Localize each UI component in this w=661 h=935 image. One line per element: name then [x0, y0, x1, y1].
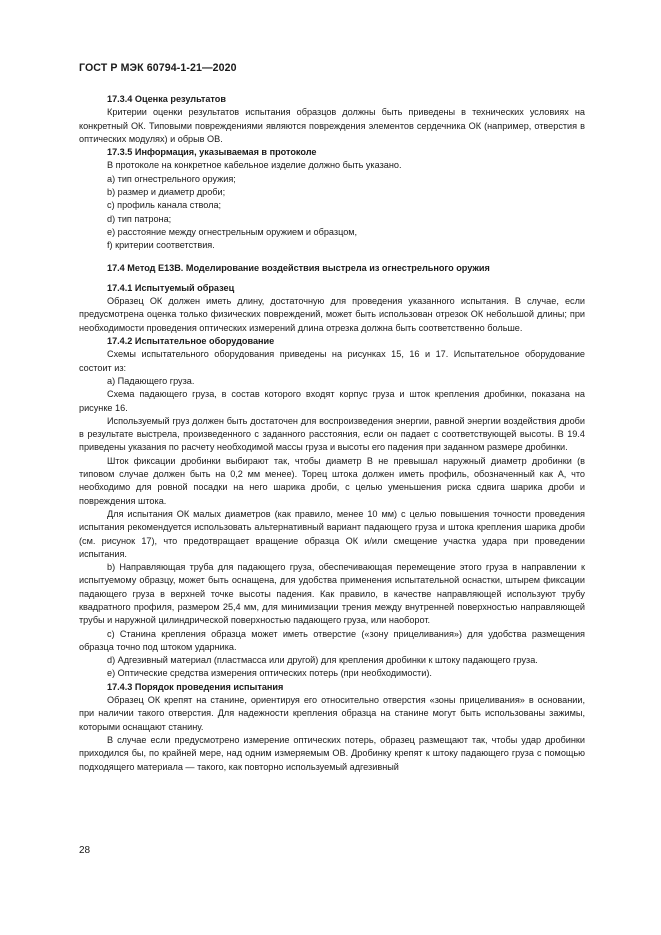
- list-item: а) тип огнестрельного оружия;: [107, 173, 236, 184]
- paragraph: Для испытания ОК малых диаметров (как правило, менее 10 мм) с целью повышения точности проведения испытания рекомендуется использовать альтернативный вариант падающего груза и штока крепления шарика дроби (см. рисунок 17), что предотвращает вращение образца ОК и/или смещение участка удара при проведении испытания.: [79, 508, 585, 559]
- paragraph: Шток фиксации дробинки выбирают так, чтобы диаметр B не превышал наружный диаметр дробинки (в типовом случае должен быть на 0,2 мм менее). Торец штока должен иметь профиль, обозначенный как A, что необходимо для ровной посадки на него шарика дроби, с целью уменьшения риска сдвига шарика дроби и повреждения штока.: [79, 455, 585, 506]
- paragraph: Критерии оценки результатов испытания образцов должны быть приведены в технических условиях на конкретный ОК. Типовыми повреждениями являются повреждения элементов сердечника ОК (например, отверстия в оптических модулях) и обрыв ОВ.: [79, 107, 585, 144]
- list-item: e) расстояние между огнестрельным оружием и образцом,: [107, 226, 358, 237]
- paragraph: Образец ОК должен иметь длину, достаточную для проведения указанного испытания. В случае, если предусмотрена оценка только физических повреждений, может быть использован отрезок ОК небольшой длины; при необходимости проведения оптических измерений длина отрезка должна быть соответственно больше.: [79, 296, 585, 333]
- paragraph: В случае если предусмотрено измерение оптических потерь, образец размещают так, чтобы удар дробинки приходился бы, по крайней мере, над одним измеряемым ОВ. Дробинку крепят к штоку падающего груза с помощью подходящего материала — такого, как повторно используемый адгезивный: [79, 734, 585, 772]
- paragraph: Схема падающего груза, в состав которого входят корпус груза и шток крепления дробинки, показана на рисунке 16.: [79, 389, 585, 413]
- page-body: [79, 93, 585, 774]
- paragraph: В протоколе на конкретное кабельное изделие должно быть указано.: [107, 160, 402, 171]
- list-item: f) критерии соответствия.: [107, 240, 215, 251]
- paragraph: Схемы испытательного оборудования приведены на рисунках 15, 16 и 17. Испытательное оборудование состоит из:: [79, 349, 585, 373]
- list-item: а) Падающего груза.: [107, 375, 195, 386]
- list-item: c) профиль канала ствола;: [107, 200, 222, 211]
- list-item: d) Адгезивный материал (пластмасса или другой) для крепления дробинки к штоку падающего груза.: [107, 655, 538, 666]
- section-heading-17-3-5: 17.3.5 Информация, указываемая в протоколе: [107, 147, 317, 158]
- list-item: e) Оптические средства измерения оптических потерь (при необходимости).: [107, 668, 432, 679]
- paragraph: Используемый груз должен быть достаточен для воспроизведения энергии, равной энергии воздействия дроби в результате выстрела, произведенного с заданного расстояния, если он падает с соответствующей высоты. В 19.4 приведены указания по расчету необходимой массы груза и высоты его падения при заданном размере дробинки.: [79, 415, 585, 453]
- paragraph: Образец ОК крепят на станине, ориентируя его относительно отверстия «зоны прицеливания» в основании, при наличии такого отверстия. Для надежности крепления образца на станине могут быть использованы зажимы, которыми оснащают станину.: [79, 695, 585, 732]
- list-item: b) Направляющая труба для падающего груза, обеспечивающая перемещение этого груза в направлении к испытуемому образцу, может быть оснащена, для удобства применения испытательной оснастки, штырем фиксации падающего груза в верхней точке высоты падения. Как правило, в качестве направляющей используют трубу квадратного профиля, размером 25,4 мм, для минимизации трения между внутренней поверхностью направляющей трубы и наружной цилиндрической поверхностью падающего груза, или наоборот.: [79, 562, 585, 626]
- list-item: c) Станина крепления образца может иметь отверстие («зону прицеливания») для удобства размещения образца точно под штоком ударника.: [79, 628, 585, 652]
- document-header: ГОСТ Р МЭК 60794-1-21—2020: [79, 62, 237, 74]
- section-heading-17-3-4: 17.3.4 Оценка результатов: [107, 94, 226, 104]
- list-item: d) тип патрона;: [107, 213, 172, 224]
- section-heading-17-4-1: 17.4.1 Испытуемый образец: [107, 282, 235, 293]
- list-item: b) размер и диаметр дроби;: [107, 187, 226, 198]
- page-number: 28: [79, 845, 91, 856]
- section-heading-17-4: 17.4 Метод E13B. Моделирование воздействия выстрела из огнестрельного оружия: [107, 262, 490, 273]
- section-heading-17-4-2: 17.4.2 Испытательное оборудование: [107, 336, 275, 347]
- section-heading-17-4-3: 17.4.3 Порядок проведения испытания: [107, 681, 284, 692]
